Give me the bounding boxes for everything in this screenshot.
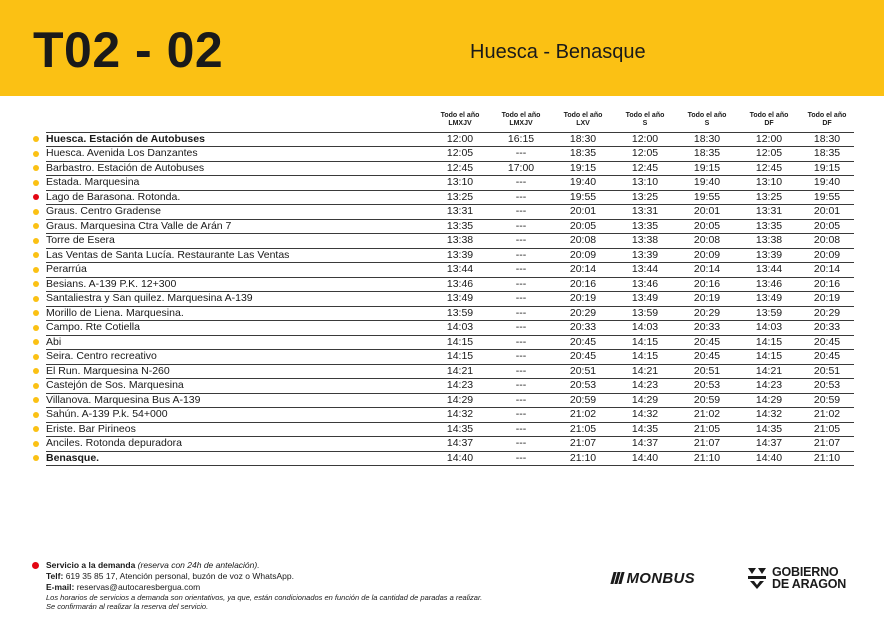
- departure-time: 20:09: [552, 248, 614, 263]
- stop-dot-icon: [33, 165, 39, 171]
- column-header: [800, 108, 854, 132]
- departure-time: 21:07: [800, 437, 854, 452]
- departure-time: 19:15: [552, 161, 614, 176]
- departure-time: ---: [490, 176, 552, 191]
- stop-dot-icon: [33, 368, 39, 374]
- departure-time: 13:35: [738, 219, 800, 234]
- departure-time: 13:38: [430, 234, 490, 249]
- departure-time: 20:05: [800, 219, 854, 234]
- stop-marker: [30, 321, 46, 336]
- stop-name: Benasque.: [46, 451, 430, 466]
- stop-marker: [30, 379, 46, 394]
- departure-time: 13:38: [614, 234, 676, 249]
- demand-service-dot-icon: [32, 562, 39, 569]
- route-code: T02 - 02: [33, 22, 224, 78]
- departure-time: 14:03: [614, 321, 676, 336]
- departure-time: 21:10: [800, 451, 854, 466]
- column-header: [738, 108, 800, 132]
- stop-dot-icon: [33, 209, 39, 215]
- stop-dot-icon: [33, 354, 39, 360]
- departure-time: 18:35: [552, 147, 614, 162]
- column-header-days: DF: [822, 119, 832, 127]
- departure-time: 20:51: [552, 364, 614, 379]
- stop-marker: [30, 364, 46, 379]
- departure-time: 19:55: [676, 190, 738, 205]
- table-row: [30, 248, 854, 263]
- departure-time: 14:29: [430, 393, 490, 408]
- dot-header: [30, 108, 46, 132]
- departure-time: 14:03: [430, 321, 490, 336]
- departure-time: 13:25: [430, 190, 490, 205]
- stop-name: Las Ventas de Santa Lucía. Restaurante Las Ventas: [46, 248, 430, 263]
- departure-time: 14:37: [738, 437, 800, 452]
- stop-dot-icon: [33, 238, 39, 244]
- departure-time: 13:39: [738, 248, 800, 263]
- departure-time: 14:15: [430, 350, 490, 365]
- table-row: [30, 161, 854, 176]
- departure-time: ---: [490, 451, 552, 466]
- stop-name: Villanova. Marquesina Bus A-139: [46, 393, 430, 408]
- column-header-days: LMXJV: [509, 119, 533, 127]
- departure-time: 13:49: [738, 292, 800, 307]
- stop-dot-icon: [33, 296, 39, 302]
- monbus-logo: [612, 568, 695, 588]
- departure-time: 14:29: [738, 393, 800, 408]
- stop-marker: [30, 306, 46, 321]
- departure-time: 12:45: [614, 161, 676, 176]
- departure-time: ---: [490, 205, 552, 220]
- departure-time: 20:33: [552, 321, 614, 336]
- departure-time: 12:45: [738, 161, 800, 176]
- departure-time: ---: [490, 147, 552, 162]
- departure-time: 14:32: [614, 408, 676, 423]
- column-header-days: LMXJV: [448, 119, 472, 127]
- departure-time: 14:40: [738, 451, 800, 466]
- departure-time: ---: [490, 408, 552, 423]
- stop-dot-icon: [33, 383, 39, 389]
- departure-time: 13:39: [614, 248, 676, 263]
- column-header-days: S: [642, 119, 648, 127]
- stop-name: Besians. A-139 P.K. 12+300: [46, 277, 430, 292]
- departure-time: 14:35: [430, 422, 490, 437]
- table-row: [30, 277, 854, 292]
- column-header-days: LXV: [576, 119, 590, 127]
- column-header: [430, 108, 490, 132]
- departure-time: 13:46: [430, 277, 490, 292]
- column-header: [490, 108, 552, 132]
- gobierno-aragon-logo: [746, 565, 846, 591]
- departure-time: 13:25: [738, 190, 800, 205]
- departure-time: ---: [490, 393, 552, 408]
- departure-time: 20:53: [800, 379, 854, 394]
- departure-time: ---: [490, 248, 552, 263]
- stop-marker: [30, 277, 46, 292]
- departure-time: ---: [490, 350, 552, 365]
- departure-time: 13:49: [430, 292, 490, 307]
- demand-title: Servicio a la demanda: [46, 560, 136, 570]
- departure-time: ---: [490, 335, 552, 350]
- departure-time: ---: [490, 292, 552, 307]
- stop-name: Anciles. Rotonda depuradora: [46, 437, 430, 452]
- stop-marker: [30, 132, 46, 147]
- stop-marker: [30, 248, 46, 263]
- departure-time: 13:31: [738, 205, 800, 220]
- stop-marker: [30, 205, 46, 220]
- stop-name: Huesca. Avenida Los Danzantes: [46, 147, 430, 162]
- departure-time: 20:59: [552, 393, 614, 408]
- column-header: [552, 108, 614, 132]
- departure-time: 20:19: [800, 292, 854, 307]
- departure-time: 20:53: [552, 379, 614, 394]
- phone-text: 619 35 85 17, Atención personal, buzón de voz o WhatsApp.: [65, 571, 294, 581]
- departure-time: 20:59: [800, 393, 854, 408]
- stop-marker: [30, 263, 46, 278]
- column-header-period: Todo el año: [807, 111, 847, 119]
- departure-time: 20:01: [800, 205, 854, 220]
- departure-time: 14:15: [738, 335, 800, 350]
- stop-marker: [30, 190, 46, 205]
- column-header-period: Todo el año: [501, 111, 541, 119]
- departure-time: 20:51: [800, 364, 854, 379]
- departure-time: 14:23: [738, 379, 800, 394]
- departure-time: 14:21: [614, 364, 676, 379]
- departure-time: 20:08: [800, 234, 854, 249]
- departure-time: 20:09: [676, 248, 738, 263]
- departure-time: 21:07: [676, 437, 738, 452]
- departure-time: 20:45: [800, 335, 854, 350]
- departure-time: 14:15: [430, 335, 490, 350]
- table-row: [30, 422, 854, 437]
- email-text[interactable]: reservas@autocaresbergua.com: [76, 582, 201, 592]
- stop-name: Seira. Centro recreativo: [46, 350, 430, 365]
- gobierno-line-1: GOBIERNO: [772, 565, 839, 579]
- table-row: [30, 147, 854, 162]
- departure-time: 18:35: [800, 147, 854, 162]
- departure-time: 20:51: [676, 364, 738, 379]
- departure-time: 20:45: [676, 335, 738, 350]
- column-header-days: S: [704, 119, 710, 127]
- departure-time: 13:44: [614, 263, 676, 278]
- column-header-period: Todo el año: [440, 111, 480, 119]
- stop-dot-icon: [33, 136, 39, 142]
- departure-time: 20:01: [552, 205, 614, 220]
- departure-time: 18:30: [800, 132, 854, 147]
- stop-dot-icon: [33, 281, 39, 287]
- departure-time: 13:38: [738, 234, 800, 249]
- departure-time: 13:10: [430, 176, 490, 191]
- departure-time: 14:40: [430, 451, 490, 466]
- stop-header: [46, 108, 430, 132]
- departure-time: 14:21: [430, 364, 490, 379]
- aragon-emblem-icon: [746, 565, 768, 591]
- stop-dot-icon: [33, 180, 39, 186]
- stop-name: Perarrúa: [46, 263, 430, 278]
- departure-time: 19:40: [800, 176, 854, 191]
- departure-time: 14:15: [738, 350, 800, 365]
- note-line-2: Se confirmarán al realizar la reserva del servicio.: [46, 602, 209, 611]
- departure-time: 20:29: [552, 306, 614, 321]
- departure-time: 20:05: [552, 219, 614, 234]
- stop-name: Lago de Barasona. Rotonda.: [46, 190, 430, 205]
- departure-time: 16:15: [490, 132, 552, 147]
- stop-dot-icon: [33, 426, 39, 432]
- stop-marker: [30, 437, 46, 452]
- stop-dot-icon: [33, 441, 39, 447]
- departure-time: 21:07: [552, 437, 614, 452]
- departure-time: 21:05: [800, 422, 854, 437]
- departure-time: 13:59: [738, 306, 800, 321]
- demand-stop-dot-icon: [33, 194, 39, 200]
- monbus-logo-text: MONBUS: [626, 569, 695, 587]
- departure-time: 14:37: [614, 437, 676, 452]
- column-header: [676, 108, 738, 132]
- departure-time: 20:16: [676, 277, 738, 292]
- departure-time: 13:46: [614, 277, 676, 292]
- stop-dot-icon: [33, 267, 39, 273]
- stop-marker: [30, 219, 46, 234]
- departure-time: 20:59: [676, 393, 738, 408]
- departure-time: ---: [490, 364, 552, 379]
- departure-time: ---: [490, 277, 552, 292]
- column-header-period: Todo el año: [749, 111, 789, 119]
- departure-time: 12:00: [738, 132, 800, 147]
- table-row: [30, 263, 854, 278]
- departure-time: ---: [490, 190, 552, 205]
- column-header-period: Todo el año: [563, 111, 603, 119]
- departure-time: ---: [490, 234, 552, 249]
- departure-time: 13:10: [614, 176, 676, 191]
- table-row: [30, 350, 854, 365]
- departure-time: 12:00: [430, 132, 490, 147]
- phone-label: Telf:: [46, 571, 64, 581]
- departure-time: 20:16: [800, 277, 854, 292]
- departure-time: 20:14: [676, 263, 738, 278]
- stop-dot-icon: [33, 339, 39, 345]
- departure-time: ---: [490, 321, 552, 336]
- departure-time: 19:15: [800, 161, 854, 176]
- footer-info: [32, 560, 572, 611]
- departure-time: 13:25: [614, 190, 676, 205]
- departure-time: 13:49: [614, 292, 676, 307]
- departure-time: 20:29: [676, 306, 738, 321]
- departure-time: 18:30: [676, 132, 738, 147]
- route-name: Huesca - Benasque: [470, 41, 646, 63]
- table-row: [30, 379, 854, 394]
- departure-time: 20:14: [800, 263, 854, 278]
- stop-dot-icon: [33, 412, 39, 418]
- column-header-days: DF: [764, 119, 774, 127]
- email-label: E-mail:: [46, 582, 75, 592]
- note-line-1: Los horarios de servicios a demanda son orientativos, ya que, están condicionados en función de la cantidad de paradas a realizar.: [46, 593, 483, 602]
- column-header: [614, 108, 676, 132]
- departure-time: 14:15: [614, 350, 676, 365]
- stop-dot-icon: [33, 397, 39, 403]
- departure-time: 12:45: [430, 161, 490, 176]
- departure-time: 20:29: [800, 306, 854, 321]
- departure-time: 13:39: [430, 248, 490, 263]
- stop-dot-icon: [33, 223, 39, 229]
- stop-name: Santaliestra y San quilez. Marquesina A-139: [46, 292, 430, 307]
- stop-name: Morillo de Liena. Marquesina.: [46, 306, 430, 321]
- departure-time: 13:10: [738, 176, 800, 191]
- gobierno-line-2: DE ARAGON: [772, 577, 847, 591]
- stop-dot-icon: [33, 325, 39, 331]
- departure-time: 20:33: [800, 321, 854, 336]
- table-row: [30, 364, 854, 379]
- table-row: [30, 234, 854, 249]
- departure-time: 13:31: [614, 205, 676, 220]
- departure-time: 13:59: [430, 306, 490, 321]
- departure-time: 20:01: [676, 205, 738, 220]
- departure-time: 20:45: [552, 335, 614, 350]
- departure-time: 12:05: [430, 147, 490, 162]
- departure-time: 20:53: [676, 379, 738, 394]
- departure-time: 20:05: [676, 219, 738, 234]
- monbus-bars-icon: [612, 572, 623, 584]
- departure-time: 20:45: [676, 350, 738, 365]
- table-row: [30, 306, 854, 321]
- departure-time: 20:33: [676, 321, 738, 336]
- departure-time: 21:05: [552, 422, 614, 437]
- column-header-period: Todo el año: [625, 111, 665, 119]
- departure-time: 13:59: [614, 306, 676, 321]
- departure-time: 19:15: [676, 161, 738, 176]
- departure-time: 13:44: [738, 263, 800, 278]
- departure-time: 13:46: [738, 277, 800, 292]
- departure-time: 14:35: [614, 422, 676, 437]
- stop-marker: [30, 176, 46, 191]
- departure-time: ---: [490, 379, 552, 394]
- table-row: [30, 321, 854, 336]
- departure-time: ---: [490, 437, 552, 452]
- table-row: [30, 190, 854, 205]
- stop-name: Huesca. Estación de Autobuses: [46, 132, 430, 147]
- stop-marker: [30, 451, 46, 466]
- stop-dot-icon: [33, 151, 39, 157]
- departure-time: 21:10: [552, 451, 614, 466]
- departure-time: ---: [490, 306, 552, 321]
- stop-name: Barbastro. Estación de Autobuses: [46, 161, 430, 176]
- stop-dot-icon: [33, 455, 39, 461]
- stop-name: El Run. Marquesina N-260: [46, 364, 430, 379]
- table-row: [30, 393, 854, 408]
- table-row: [30, 219, 854, 234]
- stop-marker: [30, 161, 46, 176]
- departure-time: 19:40: [676, 176, 738, 191]
- departure-time: 21:10: [676, 451, 738, 466]
- stop-marker: [30, 408, 46, 423]
- column-header-period: Todo el año: [687, 111, 727, 119]
- departure-time: 20:09: [800, 248, 854, 263]
- departure-time: 14:35: [738, 422, 800, 437]
- table-row: [30, 451, 854, 466]
- departure-time: 21:05: [676, 422, 738, 437]
- stop-name: Graus. Marquesina Ctra Valle de Arán 7: [46, 219, 430, 234]
- departure-time: 14:29: [614, 393, 676, 408]
- departure-time: 18:35: [676, 147, 738, 162]
- departure-time: 19:40: [552, 176, 614, 191]
- departure-time: 19:55: [800, 190, 854, 205]
- departure-time: 14:21: [738, 364, 800, 379]
- table-row: [30, 437, 854, 452]
- header-banner: [0, 0, 884, 96]
- departure-time: 20:45: [552, 350, 614, 365]
- departure-time: 21:02: [800, 408, 854, 423]
- stop-name: Graus. Centro Gradense: [46, 205, 430, 220]
- stop-marker: [30, 147, 46, 162]
- departure-time: 14:40: [614, 451, 676, 466]
- stop-dot-icon: [33, 310, 39, 316]
- departure-time: 20:19: [676, 292, 738, 307]
- departure-time: 13:35: [614, 219, 676, 234]
- table-row: [30, 132, 854, 147]
- header-row: [30, 108, 854, 132]
- departure-time: 14:23: [614, 379, 676, 394]
- departure-time: 20:45: [800, 350, 854, 365]
- stop-name: Castejón de Sos. Marquesina: [46, 379, 430, 394]
- departure-time: 14:23: [430, 379, 490, 394]
- stop-name: Campo. Rte Cotiella: [46, 321, 430, 336]
- stop-marker: [30, 335, 46, 350]
- stop-dot-icon: [33, 252, 39, 258]
- departure-time: 13:31: [430, 205, 490, 220]
- departure-time: 13:35: [430, 219, 490, 234]
- demand-note: (reserva con 24h de antelación).: [137, 560, 260, 570]
- stops-body: [30, 132, 854, 466]
- departure-time: 20:16: [552, 277, 614, 292]
- stop-marker: [30, 422, 46, 437]
- departure-time: 12:00: [614, 132, 676, 147]
- departure-time: 14:32: [430, 408, 490, 423]
- table-row: [30, 205, 854, 220]
- departure-time: 17:00: [490, 161, 552, 176]
- departure-time: 14:32: [738, 408, 800, 423]
- departure-time: 20:14: [552, 263, 614, 278]
- stop-marker: [30, 350, 46, 365]
- departure-time: ---: [490, 422, 552, 437]
- departure-time: 14:03: [738, 321, 800, 336]
- departure-time: ---: [490, 263, 552, 278]
- stop-name: Abi: [46, 335, 430, 350]
- table-row: [30, 408, 854, 423]
- timetable: [30, 108, 854, 466]
- departure-time: 20:08: [676, 234, 738, 249]
- departure-time: 19:55: [552, 190, 614, 205]
- table-row: [30, 335, 854, 350]
- departure-time: 14:15: [614, 335, 676, 350]
- stop-marker: [30, 234, 46, 249]
- table-row: [30, 292, 854, 307]
- departure-time: 20:08: [552, 234, 614, 249]
- stop-name: Eriste. Bar Pirineos: [46, 422, 430, 437]
- stop-name: Torre de Esera: [46, 234, 430, 249]
- departure-time: 13:44: [430, 263, 490, 278]
- departure-time: 21:02: [676, 408, 738, 423]
- departure-time: 20:19: [552, 292, 614, 307]
- stop-marker: [30, 393, 46, 408]
- stop-name: Estada. Marquesina: [46, 176, 430, 191]
- stop-marker: [30, 292, 46, 307]
- departure-time: 18:30: [552, 132, 614, 147]
- departure-time: 12:05: [738, 147, 800, 162]
- stop-name: Sahún. A-139 P.k. 54+000: [46, 408, 430, 423]
- departure-time: 12:05: [614, 147, 676, 162]
- table-row: [30, 176, 854, 191]
- departure-time: 21:02: [552, 408, 614, 423]
- departure-time: 14:37: [430, 437, 490, 452]
- departure-time: ---: [490, 219, 552, 234]
